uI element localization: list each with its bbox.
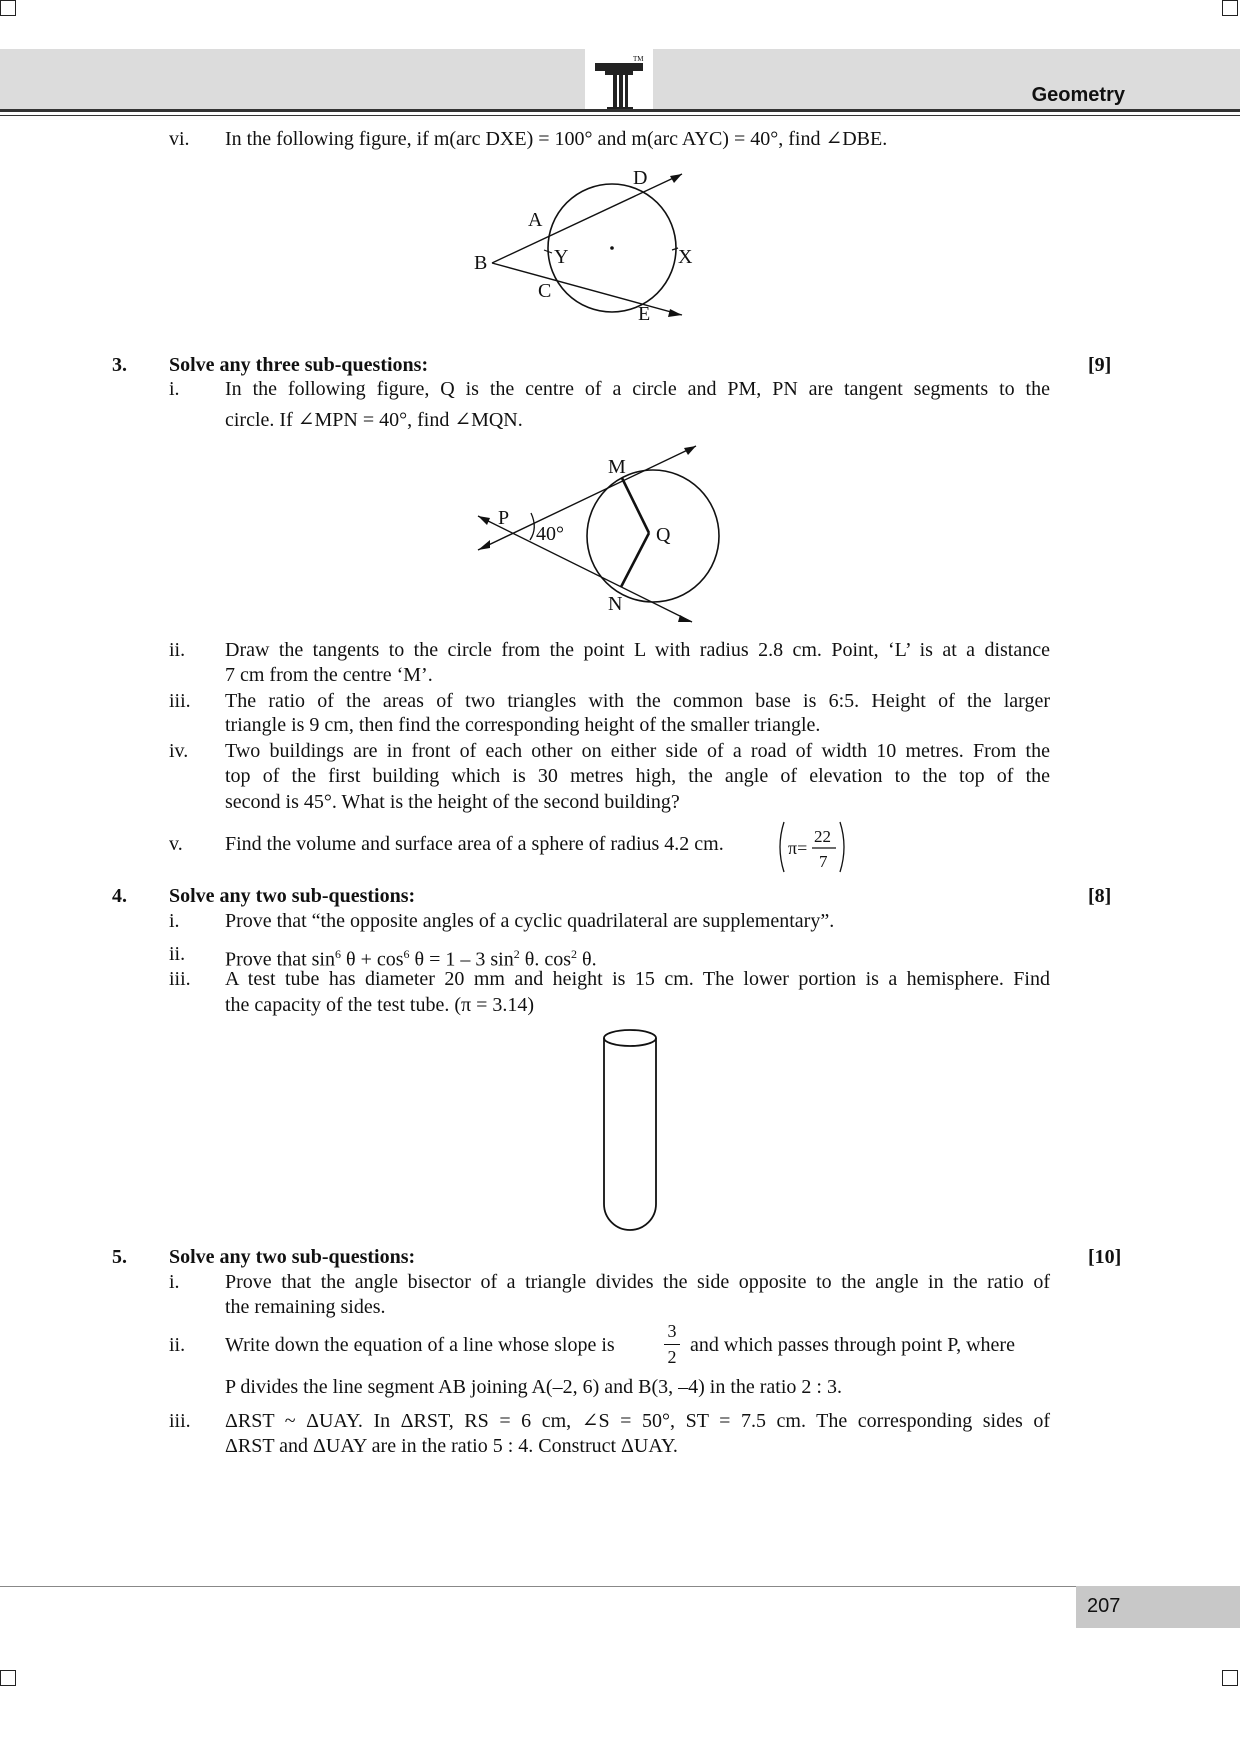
- q4ii-number: ii.: [169, 943, 186, 965]
- label-40deg: 40°: [536, 523, 564, 545]
- q3iv-line3: second is 45°. What is the height of the second building?: [225, 791, 680, 813]
- crop-mark-top-right: [1222, 0, 1238, 16]
- q4iii-number: iii.: [169, 968, 191, 990]
- q5iii-line2: ΔRST and ΔUAY are in the ratio 5 : 4. Construct ΔUAY.: [225, 1435, 678, 1457]
- q5iii-line1: ΔRST ~ ΔUAY. In ΔRST, RS = 6 cm, ∠S = 50°, ST = 7.5 cm. The corresponding sides of: [225, 1410, 1050, 1432]
- label-P: P: [498, 507, 510, 529]
- q4-marks: [8]: [1088, 885, 1112, 907]
- label-D: D: [633, 167, 648, 189]
- q3v-text: Find the volume and surface area of a sphere of radius 4.2 cm.: [225, 833, 724, 855]
- q4-heading: Solve any two sub-questions:: [169, 885, 416, 907]
- label-Y: Y: [554, 246, 569, 268]
- q4ii-exp4: 2: [570, 947, 577, 961]
- q2vi-text: In the following figure, if m(arc DXE) = 100° and m(arc AYC) = 40°, find ∠DBE.: [225, 128, 888, 150]
- q3iv-number: iv.: [169, 740, 189, 762]
- pillar-logo-icon: [585, 49, 653, 113]
- q4ii-part-e: θ.: [576, 948, 597, 971]
- q5i-line2: the remaining sides.: [225, 1296, 386, 1318]
- pi-fraction-denominator: 7: [819, 852, 828, 871]
- header-title: Geometry: [1031, 84, 1125, 106]
- q5-number: 5.: [112, 1246, 127, 1268]
- header-rule-thin: [0, 115, 1240, 116]
- figure-tangents-circle: [460, 440, 740, 630]
- crop-mark-top-left: [0, 0, 16, 16]
- figure-test-tube: [598, 1026, 662, 1232]
- footer-rule: [0, 1586, 1240, 1587]
- label-N: N: [608, 593, 623, 615]
- q4ii-exp1: 6: [335, 947, 341, 961]
- q4iii-line1: A test tube has diameter 20 mm and height is 15 cm. The lower portion is a hemisphere. Find: [225, 968, 1050, 990]
- q3-marks: [9]: [1088, 354, 1112, 376]
- q3ii-line2: 7 cm from the centre ‘M’.: [225, 664, 433, 686]
- q4ii-exp3: 2: [513, 947, 520, 961]
- figure-circle-secants: [460, 160, 720, 330]
- q4i-text: Prove that “the opposite angles of a cyclic quadrilateral are supplementary”.: [225, 910, 835, 932]
- q4ii-part-c: θ = 1 – 3 sin: [409, 948, 514, 971]
- slope-fraction-denominator: 2: [667, 1347, 677, 1367]
- q3-number: 3.: [112, 354, 127, 376]
- q3v-number: v.: [169, 833, 183, 855]
- q5-heading: Solve any two sub-questions:: [169, 1246, 416, 1268]
- q4-number: 4.: [112, 885, 127, 907]
- label-C: C: [538, 280, 552, 302]
- q3i-line1: In the following figure, Q is the centre of a circle and PM, PN are tangent segments to the: [225, 378, 1050, 400]
- q4ii-part-d: θ. cos: [519, 948, 571, 971]
- svg-text:TM: TM: [633, 55, 644, 63]
- q3iii-line2: triangle is 9 cm, then find the corresponding height of the smaller triangle.: [225, 714, 821, 736]
- q3i-number: i.: [169, 378, 180, 400]
- pi-label: π=: [788, 838, 808, 858]
- q4ii-exp2: 6: [403, 947, 410, 961]
- q4iii-line2: the capacity of the test tube. (π = 3.14): [225, 994, 535, 1016]
- q2vi-number: vi.: [169, 128, 190, 150]
- publisher-logo: [585, 49, 653, 113]
- q3iv-line1: Two buildings are in front of each other on either side of a road of width 10 metres. From the: [225, 740, 1050, 762]
- page-number: 207: [1087, 1595, 1121, 1617]
- q4ii-part-b: θ + cos: [341, 948, 404, 971]
- q3iii-number: iii.: [169, 690, 191, 712]
- q5iii-number: iii.: [169, 1410, 191, 1432]
- label-A: A: [528, 209, 543, 231]
- header-rule: [0, 109, 1240, 112]
- q5ii-post: and which passes through point P, where: [690, 1334, 1015, 1356]
- label-B: B: [474, 252, 488, 274]
- q5ii-line2: P divides the line segment AB joining A(–2, 6) and B(3, –4) in the ratio 2 : 3.: [225, 1376, 842, 1398]
- label-E: E: [638, 303, 651, 325]
- q4ii-part-a: Prove that sin: [225, 948, 335, 971]
- crop-mark-bottom-right: [1222, 1670, 1238, 1686]
- label-X: X: [678, 246, 693, 268]
- crop-mark-bottom-left: [0, 1670, 16, 1686]
- label-Q: Q: [656, 524, 671, 546]
- q5ii-pre: Write down the equation of a line whose slope is: [225, 1334, 615, 1356]
- q3-heading: Solve any three sub-questions:: [169, 354, 429, 376]
- q5i-number: i.: [169, 1271, 180, 1293]
- q4i-number: i.: [169, 910, 180, 932]
- q5i-line1: Prove that the angle bisector of a triangle divides the side opposite to the angle in the ratio of: [225, 1271, 1050, 1293]
- q3iv-line2: top of the first building which is 30 metres high, the angle of elevation to the top of the: [225, 765, 1050, 787]
- q3i-line2: circle. If ∠MPN = 40°, find ∠MQN.: [225, 409, 523, 431]
- pi-fraction-numerator: 22: [814, 827, 831, 846]
- q5-marks: [10]: [1088, 1246, 1122, 1268]
- slope-fraction-bar: [664, 1344, 680, 1345]
- slope-fraction-numerator: 3: [667, 1321, 677, 1341]
- q5ii-number: ii.: [169, 1334, 186, 1356]
- q3ii-number: ii.: [169, 639, 186, 661]
- pi-fraction-bracket: [776, 820, 848, 874]
- q3iii-line1: The ratio of the areas of two triangles with the common base is 6:5. Height of the larger: [225, 690, 1050, 712]
- label-M: M: [608, 456, 626, 478]
- q3ii-line1: Draw the tangents to the circle from the point L with radius 2.8 cm. Point, ‘L’ is at a distance: [225, 639, 1050, 661]
